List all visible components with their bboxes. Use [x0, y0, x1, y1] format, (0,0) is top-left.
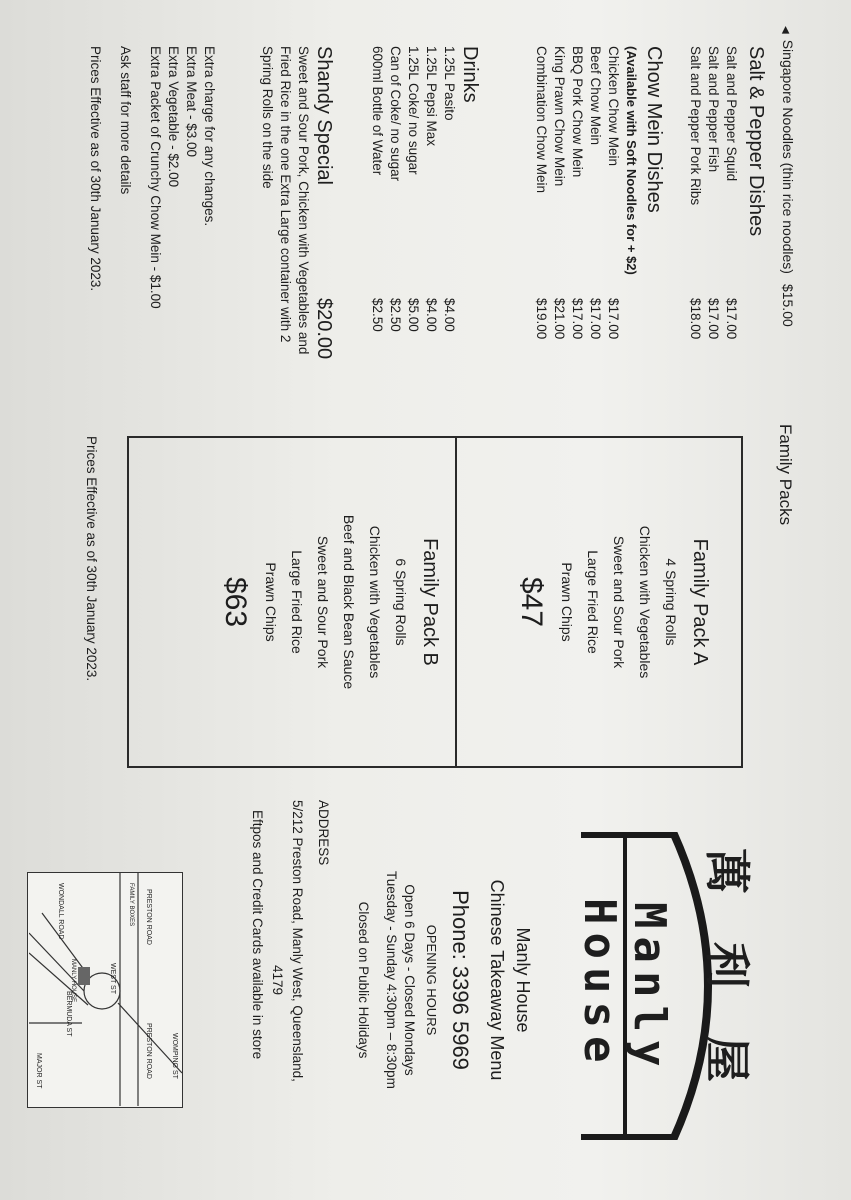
menu-item-price: $4.00	[424, 298, 439, 332]
menu-item-price: $2.50	[388, 298, 403, 332]
hours-line: Tuesday - Sunday 4:30pm – 8:30pm	[384, 871, 399, 1089]
pack-item: Sweet and Sour Pork	[611, 535, 627, 669]
menu-item-name: Beef Chow Mein	[588, 46, 603, 146]
menu-item-price: $4.00	[442, 298, 457, 332]
pack-item: Chicken with Vegetables	[637, 525, 653, 679]
menu-item-price: $2.50	[370, 298, 385, 332]
logo-word-house: House	[574, 898, 625, 1071]
menu-item-name: King Prawn Chow Mein	[552, 46, 567, 187]
pack-a	[514, 436, 711, 768]
drinks-heading: Drinks	[459, 46, 481, 103]
pack-a-title: Family Pack A	[689, 538, 711, 666]
pack-item: 4 Spring Rolls	[663, 558, 679, 646]
pack-item: Prawn Chips	[263, 562, 279, 642]
pack-item: Large Fried Rice	[289, 550, 305, 654]
prices-effective-2: Prices Effective as of 30th January 2023.	[84, 436, 99, 682]
hours-line: Open 6 Days - Closed Mondays	[402, 884, 417, 1076]
map-label: MAJOR ST	[35, 1053, 42, 1089]
map-label: FAMILY BOXES	[128, 883, 134, 927]
pack-item: 6 Spring Rolls	[393, 558, 409, 646]
pack-a-price: $47	[515, 576, 548, 628]
hours-line: Closed on Public Holidays	[356, 901, 371, 1059]
shandy-line: Sweet and Sour Pork, Chicken with Vegetables and	[296, 46, 311, 355]
address-heading: ADDRESS	[316, 800, 331, 866]
menu-item-name: Chicken Chow Mein	[606, 46, 621, 167]
menu-item-price: $17.00	[570, 298, 585, 340]
chow-mein-note: (Available with Soft Noodles for + $2)	[624, 46, 639, 275]
prices-effective: Prices Effective as of 30th January 2023.	[88, 46, 103, 292]
extras-line: Extra Vegetable - $2.00	[166, 46, 181, 188]
pack-b-title: Family Pack B	[419, 538, 441, 666]
map-label: BERMUDA ST	[65, 991, 72, 1037]
menu-item-price: $5.00	[406, 298, 421, 332]
singapore-noodles: ◀Singapore Noodles (thin rice noodles)$15.00	[780, 26, 796, 327]
logo-chinese-chars: 萬利屋	[700, 848, 754, 1130]
family-packs-divider	[455, 436, 457, 768]
map-label: MANLY HOUSE	[70, 959, 76, 1003]
menu-item-name: Salt and Pepper Fish	[706, 46, 721, 173]
shandy-heading: Shandy Special	[313, 46, 335, 185]
menu-item-price: $19.00	[534, 298, 549, 340]
location-map[interactable]	[27, 872, 183, 1108]
menu-item-name: 1.25L Pasito	[442, 46, 457, 121]
menu-item-name: 1.25L Pepsi Max	[424, 46, 439, 147]
pack-item: Prawn Chips	[559, 562, 575, 642]
menu-item-name: Salt and Pepper Pork Ribs	[688, 46, 703, 206]
menu-subtitle: Chinese Takeaway Menu	[487, 879, 507, 1081]
menu-item-price: $17.00	[588, 298, 603, 340]
map-label: PRESTON ROAD	[145, 1023, 152, 1079]
pack-item: Chicken with Vegetables	[367, 525, 383, 679]
logo-word-manly: Manly	[624, 902, 675, 1075]
address-postcode: 4179	[270, 964, 285, 996]
map-label: PRESTON ROAD	[145, 889, 152, 945]
hours-heading: OPENING HOURS	[424, 924, 439, 1036]
menu-item-name: 1.25L Coke/ no sugar	[406, 46, 421, 175]
menu-item-name: Can of Coke/ no sugar	[388, 46, 403, 182]
menu-item-price: $21.00	[552, 298, 567, 340]
chow-mein-heading: Chow Mein Dishes	[643, 46, 665, 213]
payment-note: Eftpos and Credit Cards available in store	[250, 810, 265, 1060]
menu-item-price: $17.00	[724, 298, 739, 340]
shandy-line: Spring Rolls on the side	[260, 46, 275, 189]
shandy-price: $20.00	[313, 298, 335, 360]
menu-item-name: BBQ Pork Chow Mein	[570, 46, 585, 178]
pack-b	[218, 436, 441, 768]
menu-item-name: 600ml Bottle of Water	[370, 46, 385, 176]
pack-item: Sweet and Sour Pork	[315, 535, 331, 669]
pack-item: Beef and Black Bean Sauce	[341, 514, 357, 690]
address-line: 5/212 Preston Road, Manly West, Queensland,	[290, 800, 305, 1082]
shandy-line: Fried Rice in the one Extra Large container with 2	[278, 46, 293, 343]
map-label: WONDALL ROAD	[57, 883, 64, 940]
menu-item-price: $17.00	[706, 298, 721, 340]
extras-line: Extra Meat - $3.00	[184, 46, 199, 158]
map-label: WOMPING ST	[171, 1033, 178, 1079]
map-roads-icon	[29, 873, 182, 1106]
salt-pepper-heading: Salt & Pepper Dishes	[745, 46, 767, 237]
map-label: WEST ST	[109, 963, 116, 994]
restaurant-name: Manly House	[513, 927, 533, 1033]
ask-staff: Ask staff for more details	[118, 46, 133, 195]
family-packs-title: Family Packs	[776, 424, 795, 526]
pack-item: Large Fried Rice	[585, 550, 601, 654]
pack-b-price: $63	[219, 576, 252, 628]
menu-item-price: $18.00	[688, 298, 703, 340]
phone-number[interactable]: Phone: 3396 5969	[448, 890, 473, 1070]
menu-item-name: Combination Chow Mein	[534, 46, 549, 194]
extras-line: Extra charge for any changes.	[202, 46, 217, 227]
menu-item-price: $17.00	[606, 298, 621, 340]
extras-line: Extra Packet of Crunchy Chow Mein - $1.00	[148, 46, 163, 309]
menu-item-name: Salt and Pepper Squid	[724, 46, 739, 182]
